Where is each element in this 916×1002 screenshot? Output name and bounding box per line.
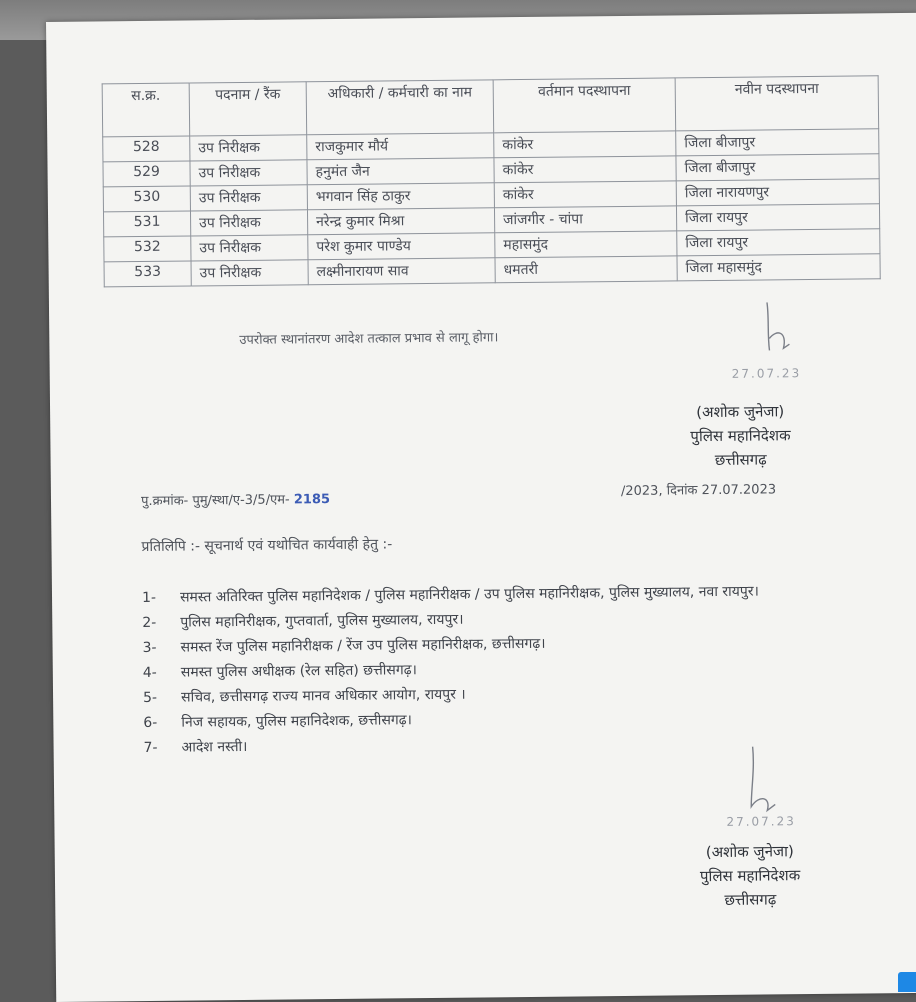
list-item-number: 4- (142, 664, 157, 682)
rank-cell: उप निरीक्षक (191, 260, 308, 286)
serial-cell: 531 (103, 211, 190, 237)
table-header: नवीन पदस्थापना (675, 76, 879, 131)
rank-cell: उप निरीक्षक (190, 160, 307, 186)
signature-block-2 (700, 839, 801, 912)
list-item-number: 3- (142, 639, 157, 657)
list-item-number: 2- (142, 614, 157, 632)
list-item-text: निज सहायक, पुलिस महानिदेशक, छत्तीसगढ़। (181, 712, 413, 731)
current-posting-cell: जांजगीर - चांपा (494, 206, 676, 233)
signature-date: 27.07.23 (731, 366, 802, 381)
new-posting-cell: जिला बीजापुर (676, 154, 879, 181)
current-posting-cell: कांकेर (494, 131, 676, 158)
rank-cell: उप निरीक्षक (191, 235, 308, 261)
officer-name-cell: नरेन्द्र कुमार मिश्रा (307, 208, 494, 235)
current-posting-cell: महासमुंद (495, 231, 677, 258)
new-posting-cell: जिला बीजापुर (676, 129, 879, 156)
reference-line (141, 489, 330, 509)
copy-to-line: प्रतिलिपि :- सूचनार्थ एवं यथोचित कार्यवाही हेतु :- (141, 536, 393, 556)
reference-date: /2023, दिनांक 27.07.2023 (620, 482, 777, 500)
serial-cell: 530 (103, 186, 190, 212)
signatory-name: (अशोक जुनेजा) (705, 842, 794, 862)
list-item-text: सचिव, छत्तीसगढ़ राज्य मानव अधिकार आयोग, रायपुर । (180, 686, 466, 706)
signatory-state: छत्तीसगढ़ (714, 450, 767, 470)
signature-scribble-icon (749, 298, 810, 369)
serial-cell: 533 (104, 261, 191, 287)
reference-number: 2185 (293, 492, 331, 508)
reference-prefix: पु.क्रमांक- पुमु/स्था/ए-3/5/एम- (140, 492, 290, 510)
signatory-designation: पुलिस महानिदेशक (690, 426, 791, 446)
officer-name-cell: परेश कुमार पाण्डेय (308, 233, 495, 260)
list-item-text: समस्त अतिरिक्त पुलिस महानिदेशक / पुलिस महानिरीक्षक / उप पुलिस महानिरीक्षक, पुलिस मुख्यालय, नवा रायपुर। (179, 583, 759, 606)
list-item-text: पुलिस महानिरीक्षक, गुप्तवार्ता, पुलिस मुख्यालय, रायपुर। (180, 611, 464, 631)
list-item-text: समस्त पुलिस अधीक्षक (रेल सहित) छत्तीसगढ़। (180, 662, 417, 681)
serial-cell: 528 (103, 136, 190, 162)
current-posting-cell: धमतरी (495, 256, 677, 283)
table-header: पदनाम / रैंक (189, 82, 307, 136)
table-header: वर्तमान पदस्थापना (493, 78, 676, 133)
signature-scribble-icon (729, 744, 800, 825)
table-header-row (102, 76, 879, 137)
distribution-list (142, 578, 874, 761)
signatory-name: (अशोक जुनेजा) (696, 402, 785, 422)
list-item-number: 5- (143, 689, 158, 707)
signature-date: 27.07.23 (726, 814, 796, 829)
serial-cell: 532 (104, 236, 191, 262)
transfer-table (102, 75, 881, 287)
effect-note: उपरोक्त स्थानांतरण आदेश तत्काल प्रभाव से लागू होगा। (239, 330, 499, 348)
rank-cell: उप निरीक्षक (190, 185, 307, 211)
table-header: अधिकारी / कर्मचारी का नाम (306, 80, 494, 135)
table-header: स.क्र. (102, 83, 190, 137)
list-item-number: 6- (143, 714, 158, 732)
list-item-text: आदेश नस्ती। (181, 738, 248, 756)
signatory-state: छत्तीसगढ़ (724, 890, 777, 909)
officer-name-cell: राजकुमार मौर्य (307, 133, 494, 160)
list-item-number: 1- (141, 589, 157, 607)
officer-name-cell: भगवान सिंह ठाकुर (307, 183, 494, 210)
new-posting-cell: जिला नारायणपुर (676, 179, 879, 206)
corner-badge (898, 972, 916, 992)
serial-cell: 529 (103, 161, 190, 187)
current-posting-cell: कांकेर (494, 156, 676, 183)
signature-block-1 (690, 399, 791, 472)
officer-name-cell: लक्ष्मीनारायण साव (308, 258, 495, 285)
signatory-designation: पुलिस महानिदेशक (699, 866, 801, 886)
officer-name-cell: हनुमंत जैन (307, 158, 494, 185)
document-page (46, 13, 916, 1002)
new-posting-cell: जिला रायपुर (676, 204, 879, 231)
list-item-number: 7- (143, 739, 158, 757)
current-posting-cell: कांकेर (494, 181, 676, 208)
new-posting-cell: जिला महासमुंद (677, 254, 880, 281)
list-item-text: समस्त रेंज पुलिस महानिरीक्षक / रेंज उप पुलिस महानिरीक्षक, छत्तीसगढ़। (180, 635, 546, 656)
new-posting-cell: जिला रायपुर (677, 229, 880, 256)
rank-cell: उप निरीक्षक (190, 135, 307, 161)
rank-cell: उप निरीक्षक (190, 210, 307, 236)
